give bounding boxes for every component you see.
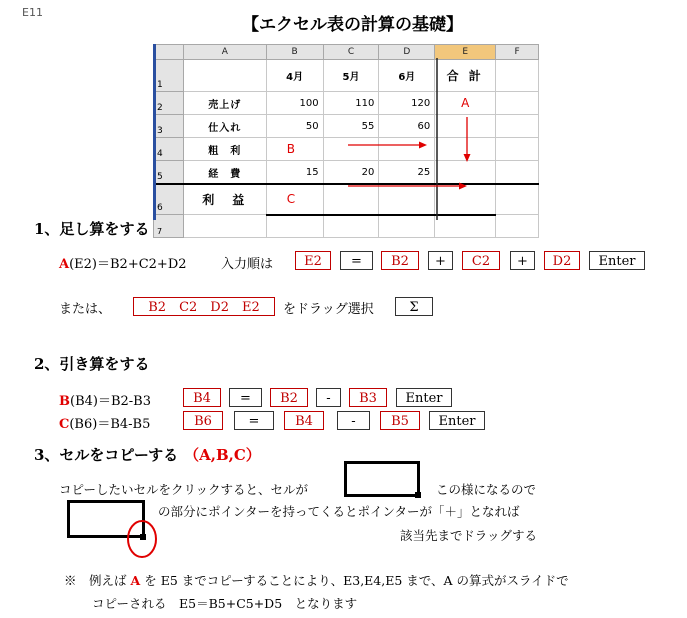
col-header: A <box>183 45 266 60</box>
fill-handle-circle <box>124 518 160 560</box>
seq2-b3: B3 <box>349 388 387 407</box>
cell-value: 100 <box>266 92 323 115</box>
seq1-d2: D2 <box>544 251 580 270</box>
row-header: 1 <box>154 60 184 92</box>
cell-value: 20 <box>323 161 379 185</box>
seq3-enter: Enter <box>429 411 485 430</box>
section3-heading: 3、セルをコピーする （A,B,C） <box>34 446 261 464</box>
seq1-plus: + <box>510 251 535 270</box>
row-header: 2 <box>154 92 184 115</box>
copy-line3: 該当先までドラッグする <box>400 528 538 543</box>
row-header: 7 <box>154 215 184 238</box>
cell-value: 110 <box>323 92 379 115</box>
seq1-equals: = <box>340 251 373 270</box>
arrow-row6-head <box>459 183 467 190</box>
or-label: または、 <box>59 302 112 317</box>
row-label: 仕入れ <box>183 115 266 138</box>
month-header: 6月 <box>379 60 435 92</box>
section2-c-formula: C(B6)＝B4-B5 <box>59 417 151 432</box>
marker-c: C <box>266 184 323 215</box>
copy-line1-end: この様になるので <box>436 482 537 497</box>
month-header: 5月 <box>323 60 379 92</box>
section2-b-formula: B(B4)＝B2-B3 <box>59 394 152 409</box>
row-label: 利 益 <box>183 184 266 215</box>
row-label: 経 費 <box>183 161 266 185</box>
seq1-enter: Enter <box>589 251 645 270</box>
seq3-b6: B6 <box>183 411 223 430</box>
seq3-minus: - <box>337 411 370 430</box>
sheet-overlay <box>153 44 539 220</box>
seq1-b2: B2 <box>381 251 419 270</box>
seq2-enter: Enter <box>396 388 452 407</box>
drag-range: B2 C2 D2 E2 <box>133 297 275 316</box>
seq3-b4: B4 <box>284 411 324 430</box>
col-header: F <box>496 45 539 60</box>
note-line2: コピーされる E5＝B5+C5+D5 となります <box>92 596 358 611</box>
arrow-row4-head <box>419 142 427 149</box>
seq2-minus: - <box>316 388 341 407</box>
cell-value: 120 <box>379 92 435 115</box>
col-header: C <box>323 45 379 60</box>
seq2-b2: B2 <box>270 388 308 407</box>
marker-a: A <box>435 92 496 115</box>
total-header: 合 計 <box>435 60 496 92</box>
col-header-selected: E <box>435 45 496 60</box>
section1-heading: 1、足し算をする <box>34 220 150 238</box>
copy-line2: の部分にポインターを持ってくるとポインターが「＋」となれば <box>158 504 520 519</box>
col-header: B <box>266 45 323 60</box>
fill-handle <box>415 492 421 498</box>
col-header: D <box>379 45 435 60</box>
sum-button: Σ <box>395 297 433 316</box>
seq3-equals: = <box>234 411 274 430</box>
row-header: 4 <box>154 138 184 161</box>
cell-value: 60 <box>379 115 435 138</box>
cell-value: 50 <box>266 115 323 138</box>
input-order-label: 入力順は <box>221 257 274 272</box>
cell-value: 15 <box>266 161 323 185</box>
seq1-c2: C2 <box>462 251 500 270</box>
selected-cell-illustration <box>344 461 420 497</box>
arrow-down-head <box>464 154 471 162</box>
cell-value: 55 <box>323 115 379 138</box>
row-header: 5 <box>154 161 184 185</box>
section2-heading: 2、引き算をする <box>34 355 150 373</box>
row-header: 3 <box>154 115 184 138</box>
seq1-e2: E2 <box>295 251 331 270</box>
row-header: 6 <box>154 184 184 215</box>
month-header: 4月 <box>266 60 323 92</box>
seq1-plus: + <box>428 251 453 270</box>
page-title: 【エクセル表の計算の基礎】 <box>242 15 463 35</box>
copy-line1: コピーしたいセルをクリックすると、セルが <box>59 482 309 497</box>
row-label: 売上げ <box>183 92 266 115</box>
marker-b: B <box>266 138 323 161</box>
spreadsheet-image <box>153 44 539 236</box>
cell-value: 25 <box>379 161 435 185</box>
page-code: E11 <box>22 6 43 19</box>
note-line1: ※ 例えば A を E5 までコピーすることにより、E3,E4,E5 まで、A の算式がスライドで <box>64 573 569 588</box>
row-label: 粗 利 <box>183 138 266 161</box>
seq3-b5: B5 <box>380 411 420 430</box>
seq2-equals: = <box>229 388 262 407</box>
drag-label: をドラッグ選択 <box>283 302 374 317</box>
section1-formula: A(E2)＝B2+C2+D2 <box>59 257 187 272</box>
seq2-b4: B4 <box>183 388 221 407</box>
